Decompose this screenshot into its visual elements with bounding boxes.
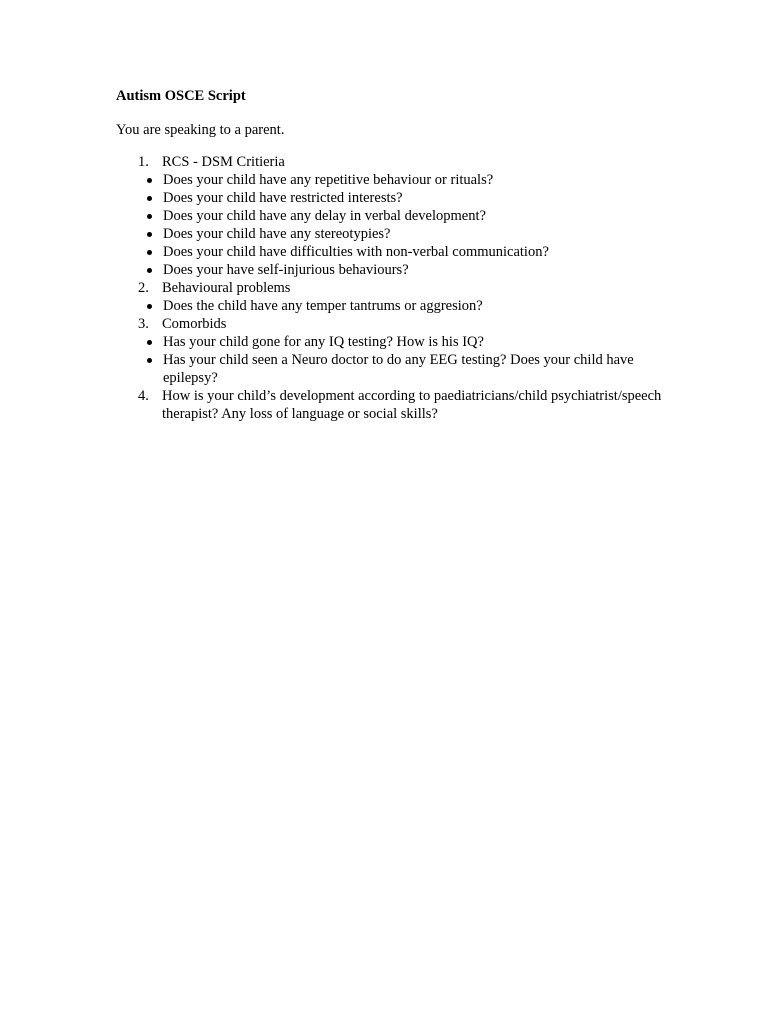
bullet-icon	[147, 214, 152, 219]
bullet-icon	[147, 196, 152, 201]
item-number: 4.	[138, 388, 149, 404]
bullet-text: Does your child have any repetitive behaviour or rituals?	[163, 172, 494, 188]
bullet-icon	[147, 304, 152, 309]
item-number: 2.	[138, 280, 149, 296]
bullet-list	[116, 171, 676, 279]
bullet-icon	[147, 358, 152, 363]
bullet-text: Does your child have any stereotypies?	[163, 226, 391, 242]
bullet-item	[116, 225, 676, 243]
list-item-4	[116, 387, 676, 423]
bullet-icon	[147, 268, 152, 273]
bullet-item	[116, 171, 676, 189]
bullet-item	[116, 243, 676, 261]
bullet-icon	[147, 178, 152, 183]
bullet-item	[116, 261, 676, 279]
bullet-list	[116, 333, 676, 387]
item-heading: Comorbids	[162, 316, 227, 332]
intro-text: You are speaking to a parent.	[116, 122, 285, 138]
bullet-text: Does the child have any temper tantrums or aggresion?	[163, 298, 483, 314]
bullet-icon	[147, 232, 152, 237]
bullet-item	[116, 189, 676, 207]
numbered-list	[116, 153, 676, 423]
bullet-list	[116, 297, 676, 315]
bullet-item	[116, 207, 676, 225]
bullet-text: Does your child have any delay in verbal development?	[163, 208, 486, 224]
bullet-text: Has your child seen a Neuro doctor to do any EEG testing? Does your child have epilepsy?	[163, 352, 634, 386]
item-heading: Behavioural problems	[162, 280, 291, 296]
bullet-text: Has your child gone for any IQ testing? How is his IQ?	[163, 334, 484, 350]
item-heading: How is your child’s development according to paediatricians/child psychiatrist/speech therapist? Any loss of language or social skills?	[162, 388, 662, 422]
list-item-1	[116, 153, 676, 171]
bullet-icon	[147, 340, 152, 345]
bullet-item	[116, 351, 676, 387]
bullet-icon	[147, 250, 152, 255]
bullet-text: Does your have self-injurious behaviours?	[163, 262, 409, 278]
document-title: Autism OSCE Script	[116, 88, 246, 104]
item-heading: RCS - DSM Critieria	[162, 154, 285, 170]
bullet-item	[116, 297, 676, 315]
item-number: 3.	[138, 316, 149, 332]
item-number: 1.	[138, 154, 149, 170]
bullet-text: Does your child have difficulties with non-verbal communication?	[163, 244, 549, 260]
list-item-3	[116, 315, 676, 333]
list-item-2	[116, 279, 676, 297]
bullet-text: Does your child have restricted interests?	[163, 190, 403, 206]
bullet-item	[116, 333, 676, 351]
